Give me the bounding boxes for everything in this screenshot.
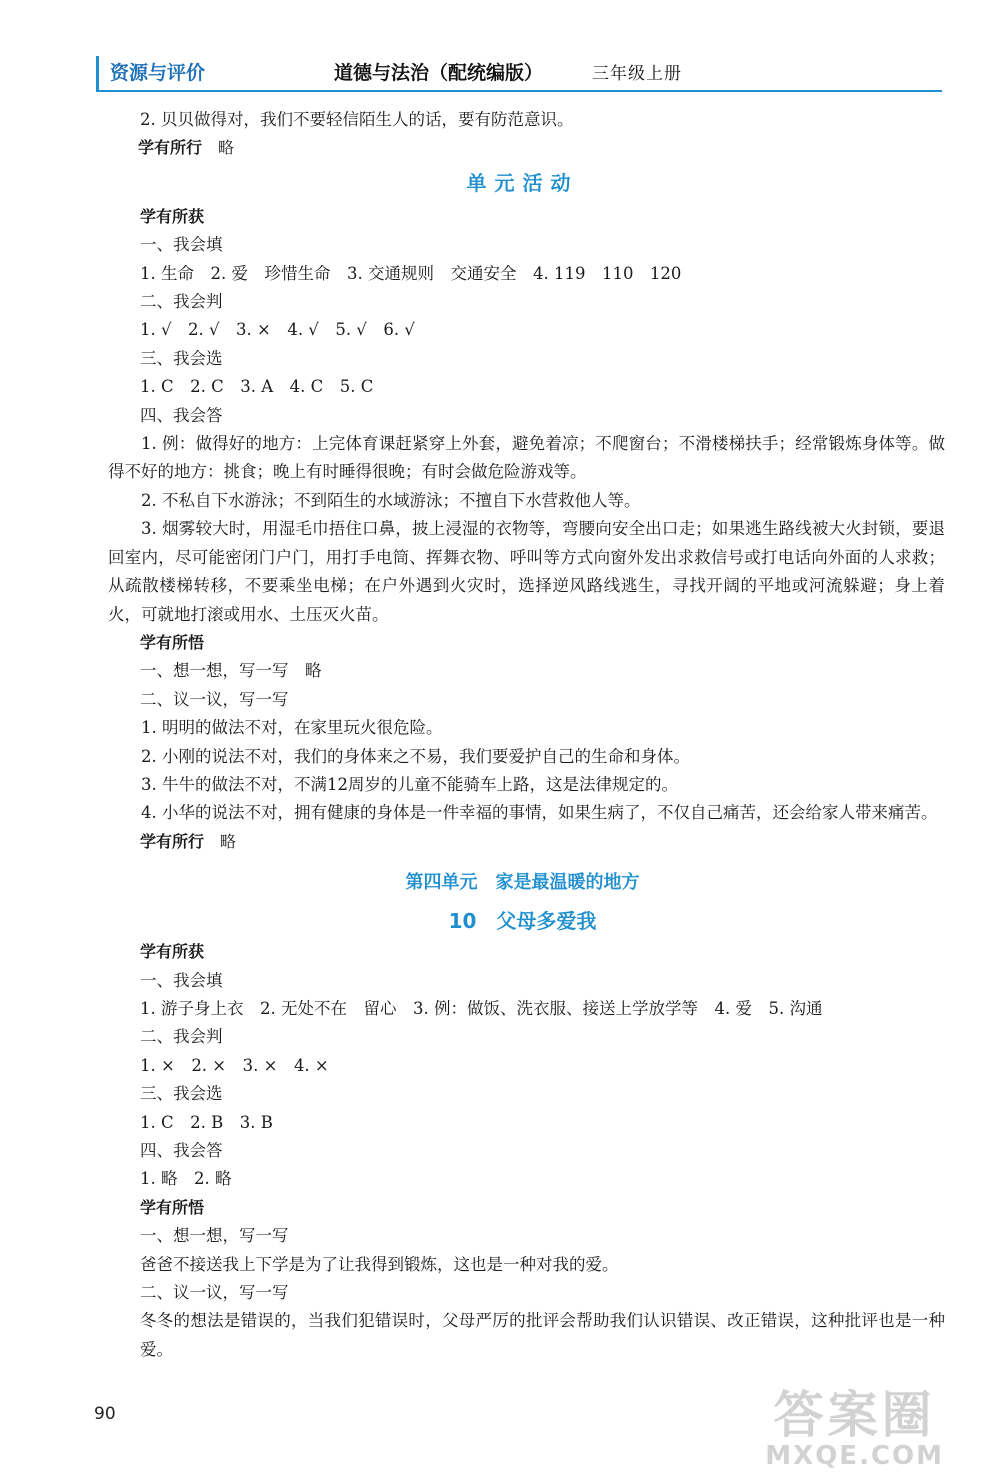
question-heading: 二、议一议，写一写: [140, 1283, 289, 1303]
answer-line: 1. √ 2. √ 3. × 4. √ 5. √ 6. √: [140, 320, 415, 340]
answer-paragraph: 2. 小刚的说法不对，我们的身体来之不易，我们要爱护自己的生命和身体。: [141, 746, 690, 766]
answer-paragraph: 爸爸不接送我上下学是为了让我得到锻炼，这也是一种对我的爱。: [140, 1254, 619, 1274]
section-label: [138, 134, 945, 162]
answer-paragraph: 冬冬的想法是错误的，当我们犯错误时，父母严厉的批评会帮助我们认识错误、改正错误，这种批评也是一种爱。: [140, 1311, 945, 1359]
label-value: 略: [220, 831, 237, 851]
page-content: [108, 106, 945, 1364]
question-heading: 二、我会判: [140, 292, 223, 312]
lesson-heading: 10 父母多爱我: [448, 909, 597, 934]
answer-line: 1. 略 2. 略: [140, 1169, 232, 1189]
question-heading: 一、想一想，写一写 略: [140, 661, 322, 681]
answer-line: 2. 贝贝做得对，我们不要轻信陌生人的话，要有防范意识。: [140, 110, 574, 129]
label-text: 学有所行: [140, 831, 205, 851]
header-brand: 资源与评价: [110, 62, 206, 84]
section-label: 学有所悟: [140, 1197, 205, 1217]
answer-paragraph: 1. 明明的做法不对，在家里玩火很危险。: [141, 718, 443, 738]
answer-line: 1. C 2. C 3. A 4. C 5. C: [140, 377, 374, 397]
question-heading: 二、议一议，写一写: [140, 689, 289, 709]
header-rule: [96, 90, 942, 92]
answer-paragraph: 1. 例：做得好的地方：上完体育课赶紧穿上外套，避免着凉；不爬窗台；不滑楼梯扶手；经常锻炼身体等。做得不好的地方：挑食；晚上有时睡得很晚；有时会做危险游戏等。: [108, 434, 945, 482]
question-heading: 一、想一想，写一写: [140, 1226, 289, 1246]
answer-paragraph: 2. 不私自下水游泳；不到陌生的水域游泳；不擅自下水营救他人等。: [141, 490, 641, 510]
question-heading: 四、我会答: [140, 405, 223, 425]
page-number: 90: [94, 1404, 116, 1424]
label-value: 略: [218, 138, 235, 158]
watermark-text: 答案圈: [773, 1386, 936, 1444]
question-heading: 二、我会判: [140, 1027, 223, 1047]
question-heading: 四、我会答: [140, 1141, 223, 1160]
page-header: [96, 52, 942, 92]
question-heading: 三、我会选: [140, 348, 223, 368]
answer-paragraph: 3. 烟雾较大时，用湿毛巾捂住口鼻，披上浸湿的衣物等，弯腰向安全出口走；如果逃生路线被大火封锁，要退回室内，尽可能密闭门户门，用打手电筒、挥舞衣物、呼叫等方式向窗外发出求救信号或打电话向外面的人求救；从疏散楼梯转移，不要乘坐电梯；在户外遇到火灾时，选择逆风路线逃生，寻找开阔的平地或河流躲避；身上着火，可就地打滚或用水、土压灭火苗。: [108, 519, 945, 624]
section-label: 学有所获: [140, 206, 205, 226]
watermark-url: MXQE.COM: [765, 1441, 944, 1471]
answer-line: 1. 游子身上衣 2. 无处不在 留心 3. 例：做饭、洗衣服、接送上学放学等 4. 爱 5. 沟通: [140, 998, 823, 1018]
question-heading: 一、我会填: [140, 235, 223, 255]
header-subject: 道德与法治（配统编版）: [334, 62, 544, 84]
unit-four-heading: 第四单元 家是最温暖的地方: [405, 872, 640, 894]
section-label: [140, 828, 945, 856]
question-heading: 一、我会填: [140, 970, 223, 990]
answer-line: 1. × 2. × 3. × 4. ×: [140, 1055, 329, 1075]
header-accent-bar: [96, 56, 99, 90]
answer-line: 1. 生命 2. 爱 珍惜生命 3. 交通规则 交通安全 4. 119 110 120: [140, 263, 682, 283]
watermark-logo: [765, 1388, 944, 1470]
header-grade: 三年级上册: [592, 64, 682, 84]
section-label: 学有所获: [140, 942, 205, 962]
answer-paragraph: 3. 牛牛的做法不对，不满12周岁的儿童不能骑车上路，这是法律规定的。: [141, 774, 678, 794]
label-text: 学有所行: [138, 138, 203, 158]
answer-line: 1. C 2. B 3. B: [140, 1112, 273, 1132]
section-label: 学有所悟: [140, 632, 205, 652]
answer-paragraph: 4. 小华的说法不对，拥有健康的身体是一件幸福的事情，如果生病了，不仅自己痛苦，还会给家人带来痛苦。: [141, 803, 938, 823]
unit-activity-heading: 单元活动: [466, 170, 579, 195]
question-heading: 三、我会选: [140, 1084, 223, 1104]
